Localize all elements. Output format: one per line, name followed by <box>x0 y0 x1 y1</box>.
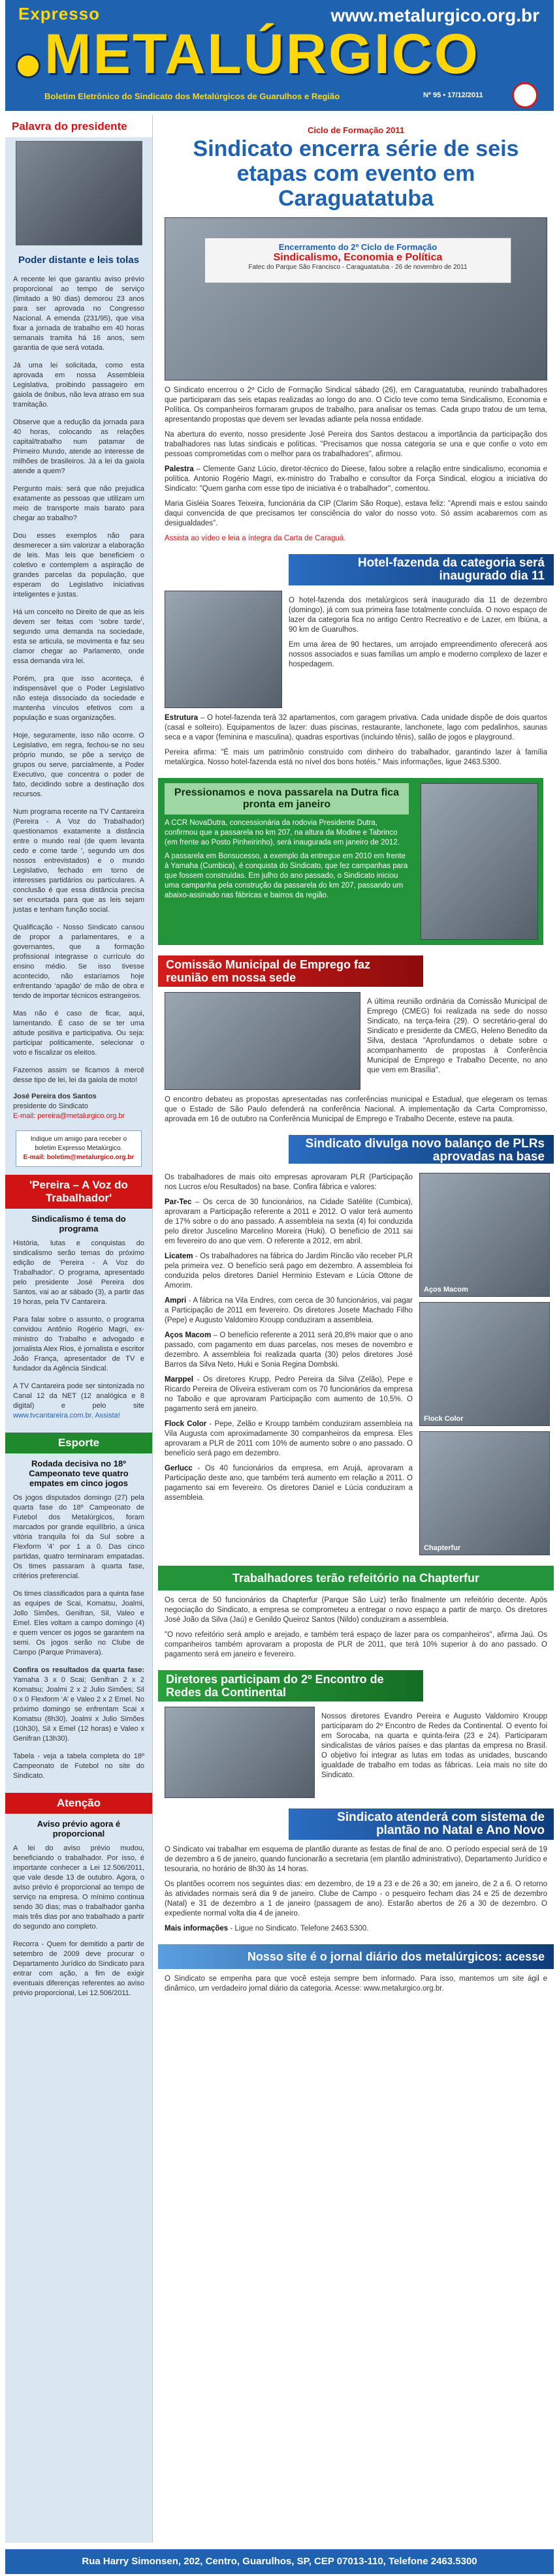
warning-heading: Atenção <box>5 1793 152 1814</box>
masthead-kicker: Expresso <box>18 4 101 23</box>
comissao-banner[interactable]: Comissão Municipal de Emprego faz reunião em nossa sede <box>158 955 423 987</box>
president-photo <box>16 141 142 245</box>
article-paragraph: O Sindicato encerrou o 2º Ciclo de Formação Sindical sábado (26), em Caraguatatuba, reunindo trabalhadores que participaram das seis etapas realizadas ao longo do ano. O Ciclo teve como tema Sindicalismo, Economia e Política. Os companheiros formaram grupos de trabalho, para analisar os temas. Cada grupo tratou de um tema, apresentando propostas que devem ser levadas adiante pela nossa entidade. <box>165 386 547 424</box>
paragraph-text: – Clemente Ganz Lúcio, diretor-técnico do Dieese, falou sobre a relação entre sindicalismo, economia e política. Antonio Rogério Magri, ex-ministro do Trabalho e consultor da Força Sindical, elogiou a iniciativa do Sindicato: "Quem ganha com esse tipo de iniciativa é o trabalhador", comentou. <box>165 465 547 493</box>
passarela-text <box>158 778 415 945</box>
sidebar <box>5 115 153 2543</box>
plr-text: - Os 40 funcionários da empresa, em Arujá, aprovaram a Participação deste ano, que também terá aumento em relação a 2011. O pagamento sai em fevereiro. Os diretores Daniel e Lúcia conduziram a assembleia. <box>165 1465 413 1502</box>
sidebar-paragraph: Há um conceito no Direito de que as leis devem ser feitas com ‘sobre tarde’, segundo uma demanda na sociedade, esta se articula, se movimenta e faz seu clamor chegar ao Parlamento, onde essa demanda vira lei. <box>13 608 144 665</box>
comissao-photo <box>165 992 360 1090</box>
redes-paragraph: Nossos diretores Evandro Pereira e Augusto Valdomiro Kroupp participaram do 2º Encontro de Redes da Continental. O evento foi em Sorocaba, na quarta e quinta-feira (23 e 24). Participaram sindicalistas de vários países e das plantas da empresa no Brasil. O objetivo foi integrar as lutas em todas as unidades, buscando igualdade de trabalho em todas as fábricas. Leia mais no site do Sindicato. <box>321 1713 547 1779</box>
plr-company: Licatem <box>165 1252 193 1260</box>
article-headline[interactable]: Sindicato encerra série de seis etapas com evento em Caraguatatuba <box>193 136 519 211</box>
chapterfur-paragraph: "O novo refeitório será amplo e arejado, e também terá espaço de lazer para os companheiros", afirma Jaú. Os companheiros também aprovaram a proposta de PLR de 2011, que terá 10% superior à do ano passado. O pagamento será em janeiro e fevereiro. <box>165 1631 547 1658</box>
paragraph-label: Estrutura <box>165 714 199 722</box>
article-paragraph <box>165 465 547 494</box>
warning-subheading: Aviso prévio agora é proporcional <box>37 1819 121 1839</box>
event-banner-line2: Sindicalismo, Economia e Política <box>273 252 443 263</box>
plr-item <box>165 1464 413 1503</box>
comissao-section <box>158 992 554 1090</box>
plantao-paragraph: Os plantões ocorrem nos seguintes dias: em dezembro, de 19 a 23 e de 26 a 30; em janeiro, de 2 a 6. O retorno às atividades normais será dia 9 de janeiro. Clube de Campo - o pesqueiro fecham dias 24 e 25 de dezembro (Natal) e 31 de dezembro a 1 de janeiro (passagem de ano). Estarão abertos de 26 a 30 de dezembro. O expediente normal volta dia 4 de janeiro. <box>165 1880 547 1917</box>
plr-item <box>165 1198 413 1247</box>
plr-text: - Os diretores Krupp, Pedro Pereira da Silva (Zelão), Pepe e Ricardo Pereira de Oliveira estiveram com os 70 funcionários da empresa no Taboão e que aprovaram Participação com aumento de 10,5%. O pagamento será em janeiro. <box>165 1376 413 1413</box>
signature-email-link[interactable]: E-mail: pereira@metalurgico.org.br <box>13 1112 125 1120</box>
sidebar-paragraph: Pergunto mais: será que não prejudica exatamente as pessoas que utilizam um meio de transporte mais barato para chegar ao trabalho? <box>13 485 144 522</box>
paragraph-text: – O hotel-fazenda terá 32 apartamentos, com garagem privativa. Cada unidade dispõe de dois quartos (casal e solteiro). Equipamentos de lazer: duas piscinas, restaurante, lanchonete, lago com pedalinhos, saunas seca e a vapor (feminina e masculina), quadras esportivas (incluindo tênis), salão de jogos e playground. <box>165 714 547 741</box>
plantao-paragraph: O Sindicato vai trabalhar em esquema de plantão durante as festas de final de ano. O período especial será de 19 de dezembro a 6 de janeiro, quando funcionarão a secretaria (em plantão administrativo), Departamento Jurídico e tesouraria, no horário de 8h30 às 14 horas. <box>165 1846 547 1873</box>
article-paragraph: Na abertura do evento, nosso presidente José Pereira dos Santos destacou a importância da participação dos trabalhadores nas lutas sindicais e políticas. "Precisamos que nossa categoria se una e que confie o voto em pessoas comprometidas com o melhor para os trabalhadores", afirmou. <box>165 431 547 458</box>
plr-text: - A fábrica na Vila Endres, com cerca de 30 funcionários, vai pagar a Participação de 2011 em fevereiro. Os diretores Josete Machado Filho (Pepe) e Augusto Valdomiro Kroupp conduziram a assembleia. <box>165 1297 413 1324</box>
plr-company: Flock Color <box>165 1420 207 1428</box>
plr-company: Gerlucc <box>165 1465 193 1472</box>
event-banner-line3: Fatec do Parque São Francisco - Caraguatatuba - 26 de novembro de 2011 <box>248 264 468 271</box>
acesse-paragraph: O Sindicato se empenha para que você esteja sempre bem informado. Para isso, mantemos um site ágil e dinâmico, um verdadeiro jornal diário da categoria. Acesse: www.metalurgico.org.br. <box>165 1975 547 1993</box>
results-text: Yamaha 3 x 0 Scai; Genifran 2 x 2 Komatsu; Joalmi 2 x 2 Julio Simões; Sil 0 x 0 Flexform ‘A’ e Valeo 2 x 2 Emel. No próximo domingo se enfrentam Scai x Komatsu (8h30), Joalmi x Julio Simões (10h30), Sil x Emel (12 horas) e Valeo x Genifran (13h30). <box>13 1676 144 1743</box>
sidebar-paragraph: Dou esses exemplos não para desmerecer a sim valorizar a elaboração de leis. Mas leis que beneficiem o coletivo e contemplem a aspiração de grandes parcelas da população, que esperam do Legislativo iniciativas inteligentes e justas. <box>13 532 144 598</box>
sidebar-paragraph: Fazemos assim se ficamos à mercê desse tipo de lei, lei da gaiola de moto! <box>13 1066 144 1084</box>
plr-photo <box>419 1173 550 1297</box>
comissao-paragraph: A última reunião ordinária da Comissão Municipal de Emprego (CMEG) foi realizada na sede do nosso Sindicato, na terça-feira (29). O secretário-geral do Sindicato e presidente da CMEG, Heleno Benedito da Silva, destaca "Aprofundamos o debate sobre o acompanhamento de propostas à Conferência Municipal de Emprego e Trabalho Decente, no ano que vem em Brasília". <box>367 998 547 1074</box>
sidebar-paragraph: Hoje, seguramente, isso não ocorre. O Legislativo, em regra, fechou-se no seu próprio mundo, se põe a serviço de grupos ou serve, parcialmente, a Poder Executivo, que concentra o poder de fato, decidindo sobre a destinação dos recursos. <box>13 732 144 798</box>
tv-paragraph: História, lutas e conquistas do sindicalismo serão temas do próximo edição de 'Pereira - A Voz do Trabalhador'. O programa, apresentado pelo presidente José Pereira dos Santos, vai ao ar sábado (3), a partir das 19 horas, pela TV Cantareira. <box>13 1239 144 1306</box>
plr-text: - Pepe, Zelão e Kroupp também conduziram assembleia na Vila Augusta com aproximadamente 30 companheiros da empresa. Eles aprovaram a PLR de 2011 com 10% de aumento sobre o ano passado. O benefício será pago em dezembro. <box>165 1420 413 1457</box>
hotel-paragraph: Em uma área de 90 hectares, um arrojado empreendimento oferecerá aos nossos associados e suas famílias um amplo e moderno complexo de lazer e hospedagem. <box>289 641 547 668</box>
chapterfur-banner[interactable]: Trabalhadores terão refeitório na Chapterfur <box>158 1566 554 1591</box>
refer-friend-box <box>16 1130 142 1167</box>
plr-photo <box>419 1302 550 1426</box>
hotel-banner[interactable]: Hotel-fazenda da categoria será inaugurado dia 11 <box>289 554 554 585</box>
hotel-paragraph: Pereira afirma: "É mais um patrimônio construído com dinheiro do trabalhador, garantindo lazer à família metalúrgica. Nosso hotel-fazenda está no nível dos bons hotéis." Mais informações, ligue 2463.5300. <box>165 749 547 766</box>
plr-item <box>165 1252 413 1291</box>
sidebar-paragraph: Já uma lei solicitada, como esta aprovada em nossa Assembleia Legislativa, proibindo passageiro em gaiola de ônibus, não leva atraso em sua tramitação. <box>13 362 144 409</box>
redes-section <box>158 1707 554 1798</box>
sidebar-paragraph: Observe que a redução da jornada para 40 horas, colocando as relações capital/trabalho num patamar de Primeiro Mundo, atende ao interesse de milhões de brasileiros. Já a lei da gaiola atende a quem? <box>13 418 144 475</box>
passarela-box <box>158 778 543 945</box>
warning-paragraph: Recorra - Quem for demitido a partir de setembro de 2009 deve procurar o Departamento Jurídico do Sindicato para entrar com ação, a fim de exigir eventuais diferenças referentes ao aviso prévio proporcional, Lei 12.506/2011. <box>13 1940 144 1997</box>
results-title: Confira os resultados da quarta fase: <box>13 1666 144 1674</box>
sport-heading: Esporte <box>5 1433 152 1453</box>
tv-paragraph-text: A TV Cantareira pode ser sintonizada no Canal 12 da NET (12 analógica e 8 digital) e pelo site <box>13 1382 144 1410</box>
results <box>5 1662 152 1748</box>
signature <box>5 1089 152 1124</box>
plr-item <box>165 1296 413 1326</box>
sidebar-paragraph: A recente lei que garantiu aviso prévio proporcional ao tempo de serviço (limitado a 90 dias) demorou 23 anos para ser aprovada no Congresso Nacional. A emenda (231/95), que visa fixar a jornada de trabalho em 40 horas semanais tramita há 16 anos, sem garantia de que será votada. <box>13 275 144 352</box>
sport-paragraph: Os times classificados para a quinta fase as equipes de Scai, Komatsu, Joalmi, Jollo Simões, Genifran, Sil, Valeo e Emel. Eles voltam a campo domingo (4) e quem vencer os jogos se garantem na semi. Os jogos serão no Clube de Campo (Parque Primavera). <box>13 1590 144 1656</box>
plr-text: – Os cerca de 30 funcionários, na Cidade Satélite (Cumbica), aprovaram a Participação referente a 2011 e 2012. O valor terá aumento de 17% sobre o do ano passado. A assembleia na sexta (4) foi conduzida pelo diretor Juscelino Marcelino Moreira (Huki). O benefício de 2011 sai em fevereiro do ano que vem. O referente a 2012, em abril. <box>165 1198 413 1245</box>
refer-friend-email-link[interactable]: E-mail: boletim@metalurgico.org.br <box>23 1154 135 1161</box>
plr-photo <box>419 1431 550 1555</box>
passarela-paragraph: A passarela em Bonsucesso, a exemplo da entregue em 2010 em frente à Yamaha (Cumbica), é conquista do Sindicato, que fez campanhas para que fossem construídas. Em julho do ano passado, o Sindicato iniciou uma campanha pela construção da passarela do km 207, passando um abaixo-assinado nas fábricas e bairros da região. <box>165 852 408 899</box>
main-column <box>158 115 554 2543</box>
sidebar-paragraph: Qualificação - Nosso Sindicato cansou de propor a parlamentares, e a governantes, que a formação profissional integrasse o currículo do ensino médio. Se isso tivesse acontecido, não estaríamos hoje enfrentando ‘apagão’ de mão de obra e tendo de importar técnicos estrangeiros. <box>13 923 144 1000</box>
hotel-paragraph <box>165 713 547 743</box>
plr-company: Aços Macom <box>165 1331 212 1339</box>
passarela-photo <box>421 783 538 940</box>
masthead <box>5 0 554 111</box>
event-banner <box>204 238 511 283</box>
table-note: Tabela - veja a tabela completa do 18º Campeonato de Futebol no site do Sindicato. <box>13 1752 144 1780</box>
sport-subheading: Rodada decisiva no 18º Campeonato teve quatro empates em cinco jogos <box>29 1459 129 1488</box>
hotel-paragraph: O hotel-fazenda dos metalúrgicos será inaugurado dia 11 de dezembro (domingo), já com sua primeira fase totalmente concluída. O novo espaço de lazer da categoria fica no antigo Centro Recreativo e de Lazer, em Ibiúna, a 90 km de Guarulhos. <box>289 597 547 634</box>
paragraph-label: Mais informações <box>165 1925 229 1932</box>
passarela-title[interactable]: Pressionamos e nova passarela na Dutra fica pronta em janeiro <box>165 783 409 815</box>
photo-caption: Flock Color <box>424 1415 464 1423</box>
article-paragraph: Maria Gisléia Soares Teixeira, funcionária da CIP (Clarim São Roque), estava feliz: "Aprendi mais e estou saindo daqui convencida de que precisamos ter consciência do valor do nosso voto. Só assim acabaremos com as desigualdades". <box>165 500 547 527</box>
refer-friend-text: Indique um amigo para receber o boletim Expresso Metalúrgico. <box>30 1136 127 1152</box>
tv-program-subheading: Sindicalismo é tema do programa <box>31 1214 126 1234</box>
plr-section <box>158 1168 554 1555</box>
paragraph-text: - Ligue no Sindicato. Telefone 2463.5300. <box>228 1925 369 1932</box>
plantao-banner[interactable]: Sindicato atenderá com sistema de plantão no Natal e Ano Novo <box>289 1808 554 1840</box>
plr-text: – O benefício referente a 2011 será 20,8% maior que o ano passado, com pagamento em duas parcelas, nos meses de novembro e dezembro. A assembleia foi realizada quarta (30) pelos diretores José Barros da Silva Neto, Huki e Sonia Regina Dombski. <box>165 1331 413 1369</box>
redes-banner[interactable]: Diretores participam do 2º Encontro de Redes da Continental <box>158 1670 423 1701</box>
warning-paragraph: A lei do aviso prévio mudou, beneficiando o trabalhador. Por isso, é importante conhecer a Lei 12.506/2011, que vale desde 13 de outubro. Agora, o aviso prévio é proporcional ao tempo de serviço na empresa. O mínimo continua sendo 30 dias; mas o trabalhador ganha mais três dias por ano trabalhado a partir do segundo ano completo. <box>13 1844 144 1931</box>
tv-paragraph <box>5 1378 152 1425</box>
article-kicker: Ciclo de Formação 2011 <box>307 125 405 135</box>
signature-role: presidente do Sindicato <box>13 1102 88 1110</box>
plr-company: Ampri <box>165 1297 187 1305</box>
video-link[interactable]: Assista ao vídeo e leia a íntegra da Carta de Caraguá. <box>165 535 346 542</box>
paragraph-label: Palestra <box>165 465 194 473</box>
tv-paragraph: Para falar sobre o assunto, o programa convidou Antônio Rogério Magri, ex-ministro do Trabalho e advogado e jornalista Alex Rios, é jornalista e escritor João França, apresentador de TV e fundador da Agência Sindical. <box>13 1316 144 1373</box>
plr-text <box>158 1168 419 1555</box>
masthead-title: METALÚRGICO <box>44 23 480 85</box>
passarela-paragraph: A CCR NovaDutra, concessionária da rodovia Presidente Dutra, confirmou que a passarela no km 207, na altura da Modine e Tabrinco (em frente ao Posto Pinheirinho), será inaugurada em janeiro de 2012. <box>165 819 400 846</box>
acesse-banner[interactable]: Nosso site é o jornal diário dos metalúrgicos: acesse <box>158 1944 554 1969</box>
tv-site-link[interactable]: www.tvcantareira.com.br. Assista! <box>13 1412 120 1420</box>
seal-icon <box>512 82 538 108</box>
footer-address: Rua Harry Simonsen, 202, Centro, Guarulhos, SP, CEP 07013-110, Telefone 2463.5300 <box>5 2549 554 2574</box>
plr-company: Par-Tec <box>165 1198 192 1206</box>
sidebar-paragraph: Num programa recente na TV Cantareira (Pereira - A Voz do Trabalhador) questionamos exatamente a distância entre o mundo real (de quem levanta cedo e come tarde ', segundo um dos nossos entrevistados) e o mundo Legislativo, fechado em torno de interesses partidários ou particulares. A conclusão é que essa distância precisa ser encurtada para que as leis sejam justas e tenham função social. <box>13 808 144 914</box>
issue-number: Nº 95 • 17/12/2011 <box>423 91 483 99</box>
signature-name: José Pereira dos Santos <box>13 1093 97 1100</box>
tv-program-heading: 'Pereira – A Voz do Trabalhador' <box>5 1175 152 1209</box>
plr-photos <box>419 1168 550 1555</box>
sidebar-heading: Palavra do presidente <box>5 115 152 137</box>
photo-caption: Aços Macom <box>424 1286 468 1294</box>
hotel-photo <box>165 591 282 708</box>
union-logo-icon <box>16 54 40 78</box>
redes-photo <box>165 1707 315 1798</box>
masthead-subtitle: Boletim Eletrônico do Sindicato dos Metalúrgicos de Guarulhos e Região <box>44 91 340 101</box>
photo-caption: Chapterfur <box>424 1544 461 1552</box>
chapterfur-paragraph: Os cerca de 50 funcionários da Chapterfur (Parque São Luiz) terão finalmente um refeitório decente. Após negociação do Sindicato, a empresa se comprometeu a entregar o novo espaço a partir de março. Os diretores José João da Silva (Jaú) e Genildo Queiroz Santos (Nildo) conduziram a assembleia. <box>165 1596 547 1624</box>
plr-item <box>165 1420 413 1459</box>
plr-company: Marppel <box>165 1376 194 1384</box>
comissao-paragraph: O encontro debateu as propostas apresentadas nas conferências municipal e Estadual, que elegeram os temas que o Estado de São Paulo defenderá na conferência Nacional. A implementação da Carta Compromisso, aprovada em 16 de outubro na Conferência Municipal de Emprego e Trabalho Decente, esteve na pauta. <box>165 1096 547 1123</box>
plr-banner[interactable]: Sindicato divulga novo balanço de PLRs aprovadas na base <box>289 1135 554 1164</box>
sidebar-subheading: Poder distante e leis tolas <box>18 255 140 266</box>
plr-text: - Os trabalhadores na fábrica do Jardim Rincão vão receber PLR pela primeira vez. O benefício será pago em dezembro. A assembleia foi conduzida pelos diretores Daniel Herminio Estevam e Lúcia Ottone de Amorim. <box>165 1252 413 1290</box>
event-photo <box>165 217 547 380</box>
plantao-info <box>165 1924 547 1934</box>
sidebar-paragraph: Mas não é caso de ficar, aqui, lamentando. É caso de se ter uma atitude positiva e participativa. Ou seja: participar politicamente, selecionar o voto e fiscalizar os eleitos. <box>13 1010 144 1057</box>
sport-paragraph: Os jogos disputados domingo (27) pela quarta fase do 18º Campeonato de Futebol dos Metalúrgicos, foram marcados por grande equilíbrio, a única vitória tranquila foi da Sul sobre a Flexform '4' por 1 a 0. Das cinco partidas, quatro terminaram empatadas. Os times passaram à quarta fase, critérios preferencial. <box>13 1494 144 1580</box>
site-url-link[interactable]: www.metalurgico.org.br <box>330 5 539 25</box>
plr-item <box>165 1375 413 1414</box>
plr-intro: Os trabalhadores de mais oito empresas aprovaram PLR (Participação nos Lucros e/ou Resultados) na base. Confira fábrica e valores: <box>165 1173 413 1191</box>
sidebar-paragraph: Porém, pra que isso aconteça, é indispensável que o Poder Legislativo não esteja dissociado da sociedade e mantenha vínculos efetivos com a população e suas organizações. <box>13 675 144 722</box>
hotel-text <box>282 591 554 708</box>
hotel-section <box>158 591 554 708</box>
event-banner-line1: Encerramento do 2º Ciclo de Formação <box>278 242 438 252</box>
plr-item <box>165 1331 413 1370</box>
